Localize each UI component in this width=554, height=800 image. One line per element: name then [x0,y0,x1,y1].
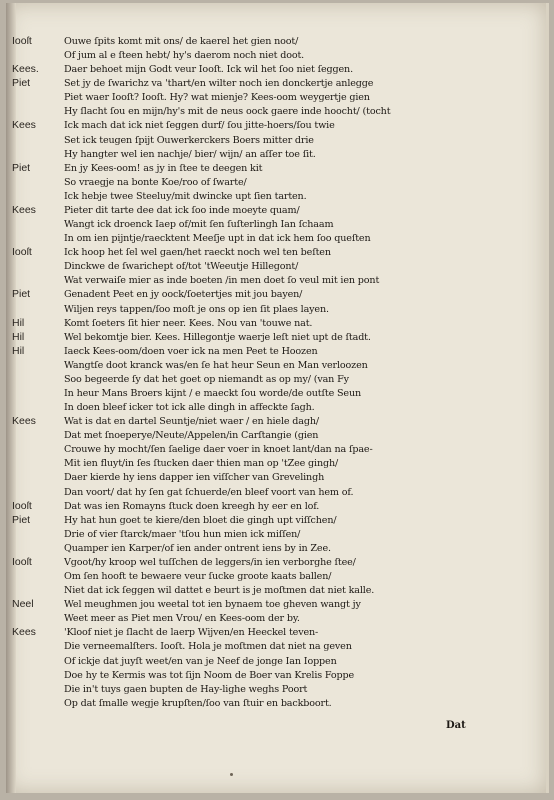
verse-text: Wangt ick droenck Iaep of/mit ſen ſuſterlingh Ian ſchaam [64,219,334,231]
text-line [6,415,546,428]
verse-text: Op dat ſmalle wegje krupſten/ſoo van ſtuir en backboort. [64,697,332,709]
verse-text: En jy Kees-oom! as jy in ſtee te deegen kit [64,162,263,174]
text-line [6,500,546,513]
text-line [6,401,546,414]
text-line [6,303,546,316]
text-line [6,91,546,104]
verse-text: Piet waer Iooſt? Iooſt. Hy? wat mienje? Kees-oom weygertje gien [64,92,370,104]
text-line [6,77,546,90]
speaker-name: Hil [12,344,25,357]
verse-text: Ick hebje twee Steeluy/mit dwincke upt ſien tarten. [64,190,307,202]
verse-text: Drie of vier ſtarck/maer 'tſou hun mien ick miſſen/ [64,528,301,540]
verse-text: Hy ſlacht ſou en mijn/hy's mit de neus oock gaere inde hoocht/ (tocht [64,106,391,118]
verse-text: In om ien pijntje/raecktent Meeſje upt in dat ick hem ſoo queſten [64,233,371,245]
verse-text: Hy hangter wel ien nachje/ bier/ wijn/ an aſſer toe ſit. [64,148,316,160]
text-line [6,345,546,358]
verse-text: Pieter dit tarte dee dat ick ſoo inde moeyte quam/ [64,204,300,216]
text-line [6,443,546,456]
verse-text: Soo begeerde ſy dat het goet op niemandt as op my/ (van Fy [64,373,349,385]
verse-text: Komt ſoeters ſit hier neer. Kees. Nou van 'touwe nat. [64,317,313,329]
text-line [6,331,546,344]
text-line [6,373,546,386]
text-line [6,63,546,76]
verse-text: Wiljen reys tappen/ſoo moſt je ons op ien ſit plaes layen. [64,303,329,315]
speaker-name: Hil [12,316,25,329]
verse-text: Daer kierde hy iens dapper ien viſſcher van Grevelingh [64,472,325,484]
speaker-name: Kees [12,415,36,428]
verse-text: Wel meughmen jou weetal tot ien bynaem toe gheven wangt jy [64,599,361,611]
speaker-name: Hil [12,330,25,343]
text-line [6,49,546,62]
ink-mark [230,773,233,776]
verse-text: Niet dat ick ſeggen wil dattet e beurt is je moſtmen dat niet kalle. [64,585,375,597]
text-line [6,471,546,484]
speaker-name: Kees [12,119,36,132]
verse-text: Of ickje dat juyſt weet/en van je Neef de jonge Ian Ioppen [64,655,337,667]
text-line [6,148,546,161]
verse-text: Om ſen hooft te bewaere veur ſucke groote kaats ballen/ [64,571,332,583]
verse-text: Mit ien fluyt/in ſes ſtucken daer thien man op 'tZee gingh/ [64,458,339,470]
text-line [6,204,546,217]
text-line [6,556,546,569]
verse-text: Wat is dat en dartel Seuntje/niet waer / en hiele dagh/ [64,416,319,428]
verse-text: In doen bleef icker tot ick alle dingh in affeckte ſagh. [64,402,315,414]
verse-text: Quamper ien Karper/of ien ander ontrent iens by in Zee. [64,542,331,554]
text-line [6,35,546,48]
verse-text: Dat met ſnoeperye/Neute/Appelen/in Carſtangie (gien [64,430,319,442]
speaker-name: Kees [12,626,36,639]
verse-text: Dan voort/ dat hy ſen gat ſchuerde/en bleef voort van hem of. [64,486,354,498]
verse-text: Ouwe ſpits komt mit ons/ de kaerel het gien noot/ [64,36,299,47]
speaker-name: Iooſt [12,499,32,512]
verse-text: Ick mach dat ick niet ſeggen durf/ ſou jitte-hoers/ſou twie [64,120,335,132]
verse-text: Set jy de ſwarichz va 'thart/en wilter noch ien donckertje anlegge [64,78,374,90]
verse-text: Wel bekomtje bier. Kees. Hillegontje waerje leſt niet upt de ſtadt. [64,331,371,343]
text-line [6,669,546,682]
text-line [6,190,546,203]
speaker-name: Iooſt [12,35,32,47]
text-line [6,218,546,231]
text-line [6,570,546,583]
text-line [6,612,546,625]
text-line [6,317,546,330]
text-line [6,640,546,653]
speaker-name: Kees. [12,63,39,76]
verse-text: Dinckwe de ſwarichept of/tot 'tWeeutje Hillegont/ [64,261,299,273]
verse-text: 'Kloof niet je ſlacht de laerp Wijven/en Heeckel teven- [64,627,319,639]
speaker-name: Piet [12,288,31,301]
text-line [6,655,546,668]
text-line [6,134,546,147]
text-line [6,429,546,442]
verse-text: Dat was ien Romayns ſtuck doen kreegh hy eer en lof. [64,500,320,512]
speaker-name: Iooſt [12,246,32,259]
speaker-name: Piet [12,513,31,526]
verse-text: Vgoot/hy kroop wel tuſſchen de leggers/in ien verborghe ſtee/ [64,556,356,568]
text-line [6,359,546,372]
catchword: Dat [446,720,466,731]
text-line [6,542,546,555]
text-line [6,683,546,696]
verse-text: Ick hoop het ſel wel gaen/het raeckt noch wel ten beſten [64,247,331,259]
text-line [6,697,546,710]
text-line [6,105,546,118]
text-line [6,274,546,287]
verse-text: Of jum al e ſteen hebt/ hy's daerom noch niet doot. [64,50,305,62]
verse-text: Wat verwaiſe mier as inde boeten /in men doet ſo veul mit ien pont [64,275,380,287]
verse-text: So vraegje na bonte Koe/roo of ſwarte/ [64,176,247,188]
text-line [6,457,546,470]
verse-text: Genadent Peet en jy oock/ſoetertjes mit jou bayen/ [64,289,303,301]
verse-text: Hy hat hun goet te kiere/den bloet die gingh upt viſſchen/ [64,514,337,526]
speaker-name: Piet [12,77,31,90]
text-line [6,387,546,400]
text-line [6,486,546,499]
text-line [6,288,546,301]
text-line [6,162,546,175]
verse-text: Daer behoet mijn Godt veur Iooſt. Ick wil het ſoo niet ſeggen. [64,64,353,76]
verse-text: Set ick teugen ſpijt Ouwerkerckers Boers mitter drie [64,134,314,146]
text-line [6,584,546,597]
verse-text: In heur Mans Broers kijnt / e maeckt ſou worde/de outſte Seun [64,388,362,399]
verse-text: Die in't tuys gaen bupten de Hay-lighe weghs Poort [64,683,308,695]
text-line [6,260,546,273]
text-line [6,176,546,189]
speaker-name: Piet [12,161,31,174]
book-page [6,3,549,793]
verse-text: Doe hy te Kermis was tot ſijn Noom de Boer van Krelis Foppe [64,669,355,681]
speaker-name: Neel [12,598,34,611]
text-line [6,246,546,259]
text-line [6,232,546,245]
text-line [6,119,546,132]
verse-text: Weet meer as Piet men Vrou/ en Kees-oom der by. [64,613,300,625]
verse-text: Iaeck Kees-oom/doen voer ick na men Peet te Hoozen [64,345,318,357]
speaker-name: Kees [12,203,36,216]
text-line [6,514,546,527]
text-line [6,598,546,611]
text-line [6,528,546,541]
verse-text: Die verneemalſters. Iooſt. Hola je moſtmen dat niet na geven [64,641,352,653]
text-line [6,626,546,639]
speaker-name: Iooſt [12,555,32,568]
verse-text: Wangtſe doot kranck was/en ſe hat heur Seun en Man verloozen [64,359,368,371]
verse-text: Crouwe hy mocht/ſen ſaelige daer voer in knoet lant/dan na ſpae- [64,444,373,456]
